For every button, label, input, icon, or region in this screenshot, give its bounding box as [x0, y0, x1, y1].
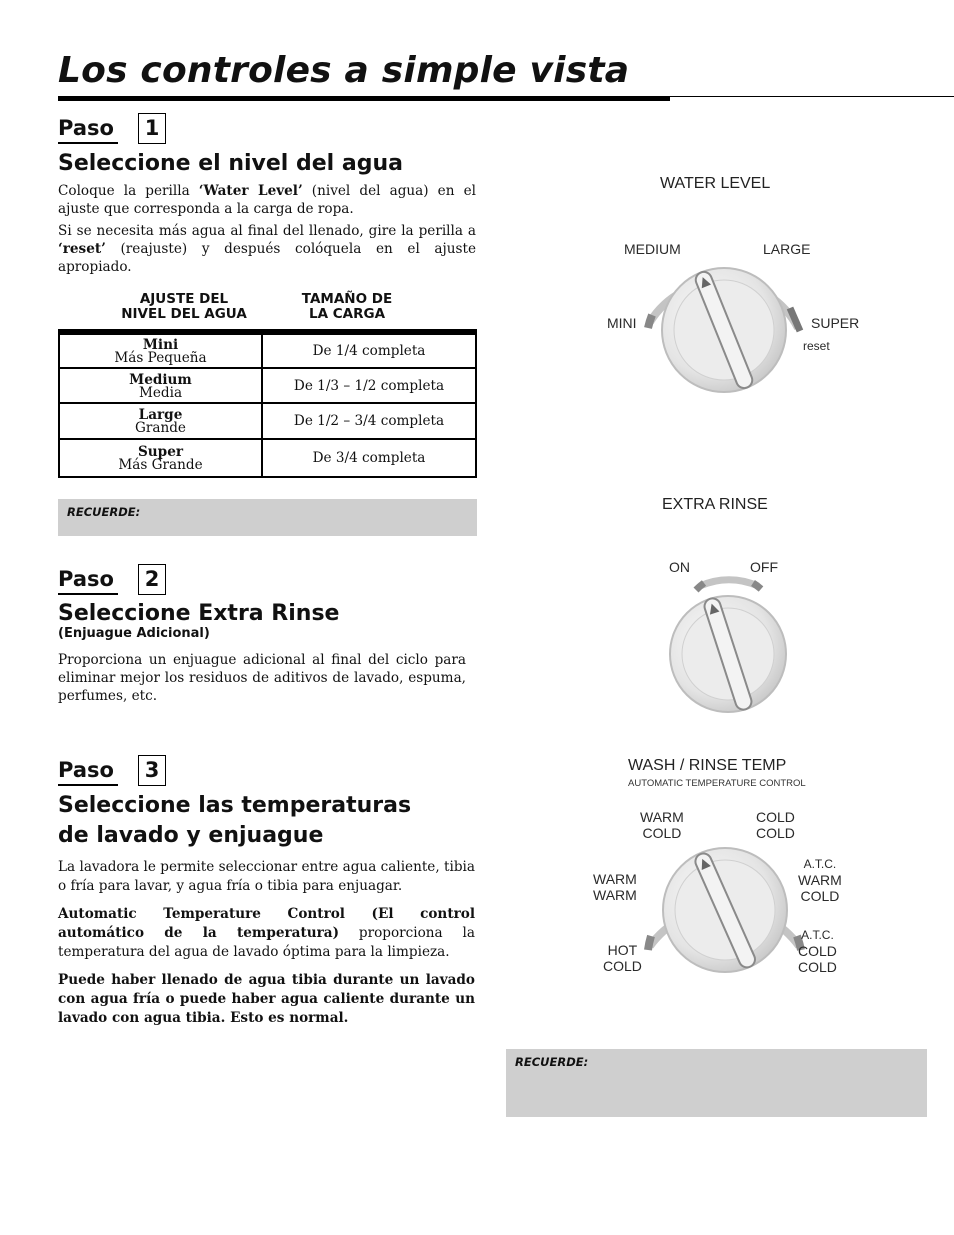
- page-title: Los controles a simple vista: [58, 50, 630, 91]
- step-3-label: Paso 3: [58, 756, 118, 786]
- step-3-text: La lavadora le permite seleccionar entre agua caliente, tibia o fría para lavar, y agua fría o tibia para enjuagar. Automatic Temperature Control (El control automático de la temperatura) proporciona la temperatura del agua de lavado óptima para la limpieza. Puede haber llenado de agua tibia durante un lavado con agua fría o puede haber agua caliente durante un lavado con agua tibia. Esto es normal.: [58, 859, 475, 1026]
- table-header-load: TAMAÑO DE LA CARGA: [301, 291, 393, 322]
- step-2-label: Paso 2: [58, 565, 118, 595]
- extra-rinse-dial-figure: EXTRA RINSE ON OFF: [640, 490, 830, 720]
- recuerde-box-1: RECUERDE:: [58, 499, 477, 536]
- step-1-label: Paso 1: [58, 114, 118, 144]
- step-2-subheading: (Enjuague Adicional): [58, 626, 210, 641]
- wash-rinse-title: WASH / RINSE TEMP: [628, 757, 787, 774]
- step-2-text: Proporciona un enjuague adicional al final del ciclo para eliminar mejor los residuos de aditivos de lavado, espuma, perfumes, etc.: [58, 652, 466, 704]
- wash-rinse-subtitle: AUTOMATIC TEMPERATURE CONTROL: [628, 778, 806, 789]
- table-row: Medium Media De 1/3 – 1/2 completa: [59, 368, 476, 403]
- table-row: Super Más Grande De 3/4 completa: [59, 439, 476, 477]
- step-2-number: 2: [138, 564, 166, 595]
- table-row: Large Grande De 1/2 – 3/4 completa: [59, 403, 476, 439]
- water-level-table: [58, 329, 477, 478]
- step-2-heading: Seleccione Extra Rinse: [58, 601, 340, 626]
- step-1-paragraph-2: Si se necesita más agua al final del llenado, gire la perilla a ‘reset’ (reajuste) y después colóquela en el ajuste apropiado.: [58, 223, 476, 275]
- table-row: Mini Más Pequeña De 1/4 completa: [59, 332, 476, 368]
- step-3-heading-line-2: de lavado y enjuague: [58, 823, 324, 848]
- title-rule-thin: [670, 96, 954, 97]
- step-3-heading-line-1: Seleccione las temperaturas: [58, 793, 412, 818]
- step-3-number: 3: [138, 755, 166, 786]
- water-level-title: WATER LEVEL: [660, 175, 771, 192]
- extra-rinse-title: EXTRA RINSE: [662, 496, 768, 513]
- extra-rinse-knob-icon: [640, 490, 830, 720]
- step-1-heading: Seleccione el nivel del agua: [58, 151, 403, 176]
- recuerde-box-2: RECUERDE:: [506, 1049, 927, 1117]
- wash-rinse-dial-figure: WASH / RINSE TEMP AUTOMATIC TEMPERATURE CONTROL WARM COLD COLD COLD WARM WARM A.T.C. WARM COLD HOT COLD A.T.C. COLD COLD: [585, 750, 885, 990]
- water-level-dial-figure: WATER LEVEL MEDIUM LARGE MINI SUPER reset: [590, 165, 880, 400]
- step-1-paragraph-1: Coloque la perilla ‘Water Level’ (nivel del agua) en el ajuste que corresponda a la carga de ropa.: [58, 183, 476, 217]
- step-1-number: 1: [138, 113, 166, 144]
- water-level-knob-icon: [590, 165, 880, 400]
- title-rule: [58, 96, 670, 101]
- table-header-setting: AJUSTE DEL NIVEL DEL AGUA: [121, 291, 247, 322]
- step-1-text: [58, 182, 476, 280]
